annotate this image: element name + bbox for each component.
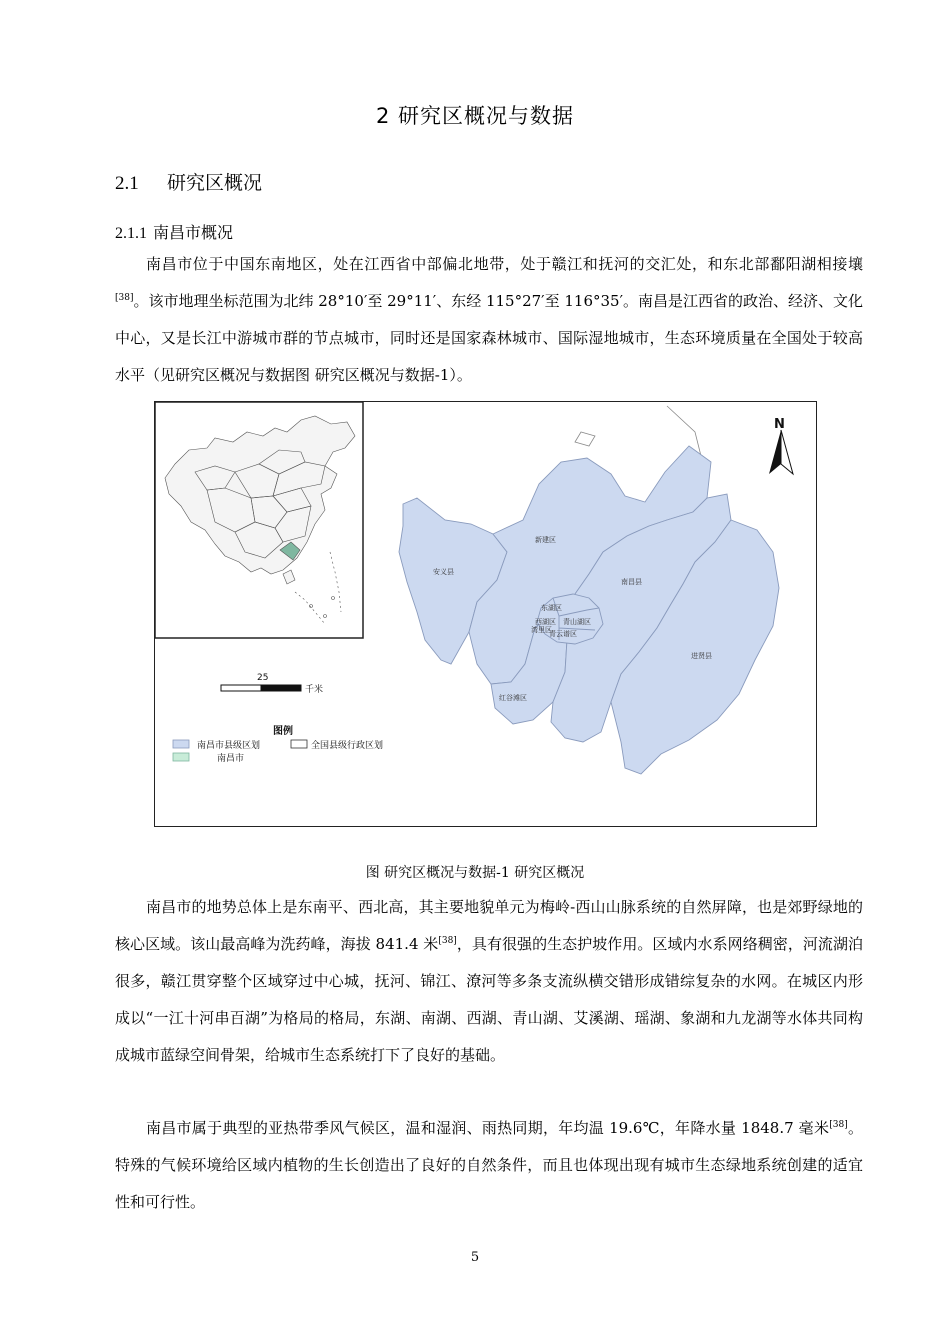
- paragraph-3: [115, 1110, 863, 1221]
- subsection-heading: [115, 220, 233, 243]
- paragraph-2-text-a: 南昌市的地势总体上是东南平、西北高，其主要地貌单元为梅岭-西山山脉系统的自然屏障，也是郊野绿地的核心区域。该山最高峰为洗药峰，海拔 841.4 米: [115, 898, 863, 953]
- north-arrow-icon: [769, 417, 793, 474]
- section-title: 研究区概况: [167, 172, 263, 194]
- label-honggutan: 红谷滩区: [499, 694, 527, 702]
- section-number: 2.1: [115, 173, 139, 194]
- scale-value: 25: [257, 673, 269, 683]
- label-donghu: 东湖区: [541, 604, 562, 612]
- label-wanli: 湾里区: [531, 626, 552, 634]
- legend-label-county: 南昌市县级区划: [197, 741, 261, 751]
- legend-swatch-county: [173, 740, 189, 748]
- label-xinjian: 新建区: [535, 536, 556, 544]
- scale-unit: 千米: [305, 685, 324, 695]
- page-number: 5: [470, 1250, 480, 1265]
- legend-swatch-national: [291, 740, 307, 748]
- label-qingshanhu: 青山湖区: [563, 618, 591, 626]
- paragraph-1: [115, 246, 863, 394]
- paragraph-3-text-b: 。特殊的气候环境给区域内植物的生长创造出了良好的自然条件，而且也体现出现有城市生态绿地系统创建的适宜性和可行性。: [115, 1119, 863, 1211]
- paragraph-3-text-a: 南昌市属于典型的亚热带季风气候区，温和湿润、雨热同期，年均温 19.6℃，年降水量 1848.7 毫米: [146, 1119, 830, 1137]
- paragraph-1-text-a: 南昌市位于中国东南地区，处在江西省中部偏北地带，处于赣江和抚河的交汇处，和东北部鄱阳湖相接壤: [146, 255, 863, 273]
- label-xihu: 西湖区: [535, 618, 556, 626]
- label-qingyunpu: 青云谱区: [549, 630, 577, 638]
- citation-ref: [38]: [438, 936, 457, 946]
- legend-title: 图例: [273, 726, 293, 737]
- study-area-map-figure: [154, 401, 817, 827]
- nanchang-districts: [399, 446, 779, 774]
- map-svg: [155, 402, 815, 825]
- legend-label-national: 全国县级行政区划: [311, 741, 384, 751]
- legend-swatch-nanchang: [173, 753, 189, 761]
- label-nanchang-county: 南昌县: [621, 578, 642, 586]
- label-anyi: 安义县: [433, 568, 454, 576]
- scale-bar: [221, 673, 323, 695]
- paragraph-2: [115, 889, 863, 1074]
- label-jinxian: 进贤县: [691, 652, 712, 660]
- citation-ref: [38]: [829, 1120, 848, 1130]
- legend-label-nanchang: 南昌市: [217, 754, 245, 764]
- paragraph-1-text-b: 。该市地理坐标范围为北纬 28°10′至 29°11′、东经 115°27′至 116°35′。南昌是江西省的政治、经济、文化中心，又是长江中游城市群的节点城市，同时还是国家森林城市、国际湿地城市，生态环境质量在全国处于较高水平（见研究区概况与数据图 研究区概况与数据-1）。: [115, 292, 863, 384]
- lake-outline: [575, 432, 595, 446]
- north-label: N: [774, 417, 785, 432]
- chapter-title: 2 研究区概况与数据: [375, 104, 575, 128]
- citation-ref: [38]: [115, 293, 134, 303]
- subsection-number: 2.1.1: [115, 225, 147, 242]
- map-legend: [173, 724, 383, 764]
- section-heading: [115, 168, 262, 195]
- figure-caption: 图 研究区概况与数据-1 研究区概况: [365, 865, 585, 881]
- paragraph-2-text-b: ，具有很强的生态护坡作用。区域内水系网络稠密，河流湖泊很多，赣江贯穿整个区域穿过中心城，抚河、锦江、潦河等多条支流纵横交错形成错综复杂的水网。在城区内形成以“一江十河串百湖”为格局的格局，东湖、南湖、西湖、青山湖、艾溪湖、瑶湖、象湖和九龙湖等水体共同构成城市蓝绿空间骨架，给城市生态系统打下了良好的基础。: [115, 935, 863, 1064]
- subsection-title: 南昌市概况: [153, 223, 234, 242]
